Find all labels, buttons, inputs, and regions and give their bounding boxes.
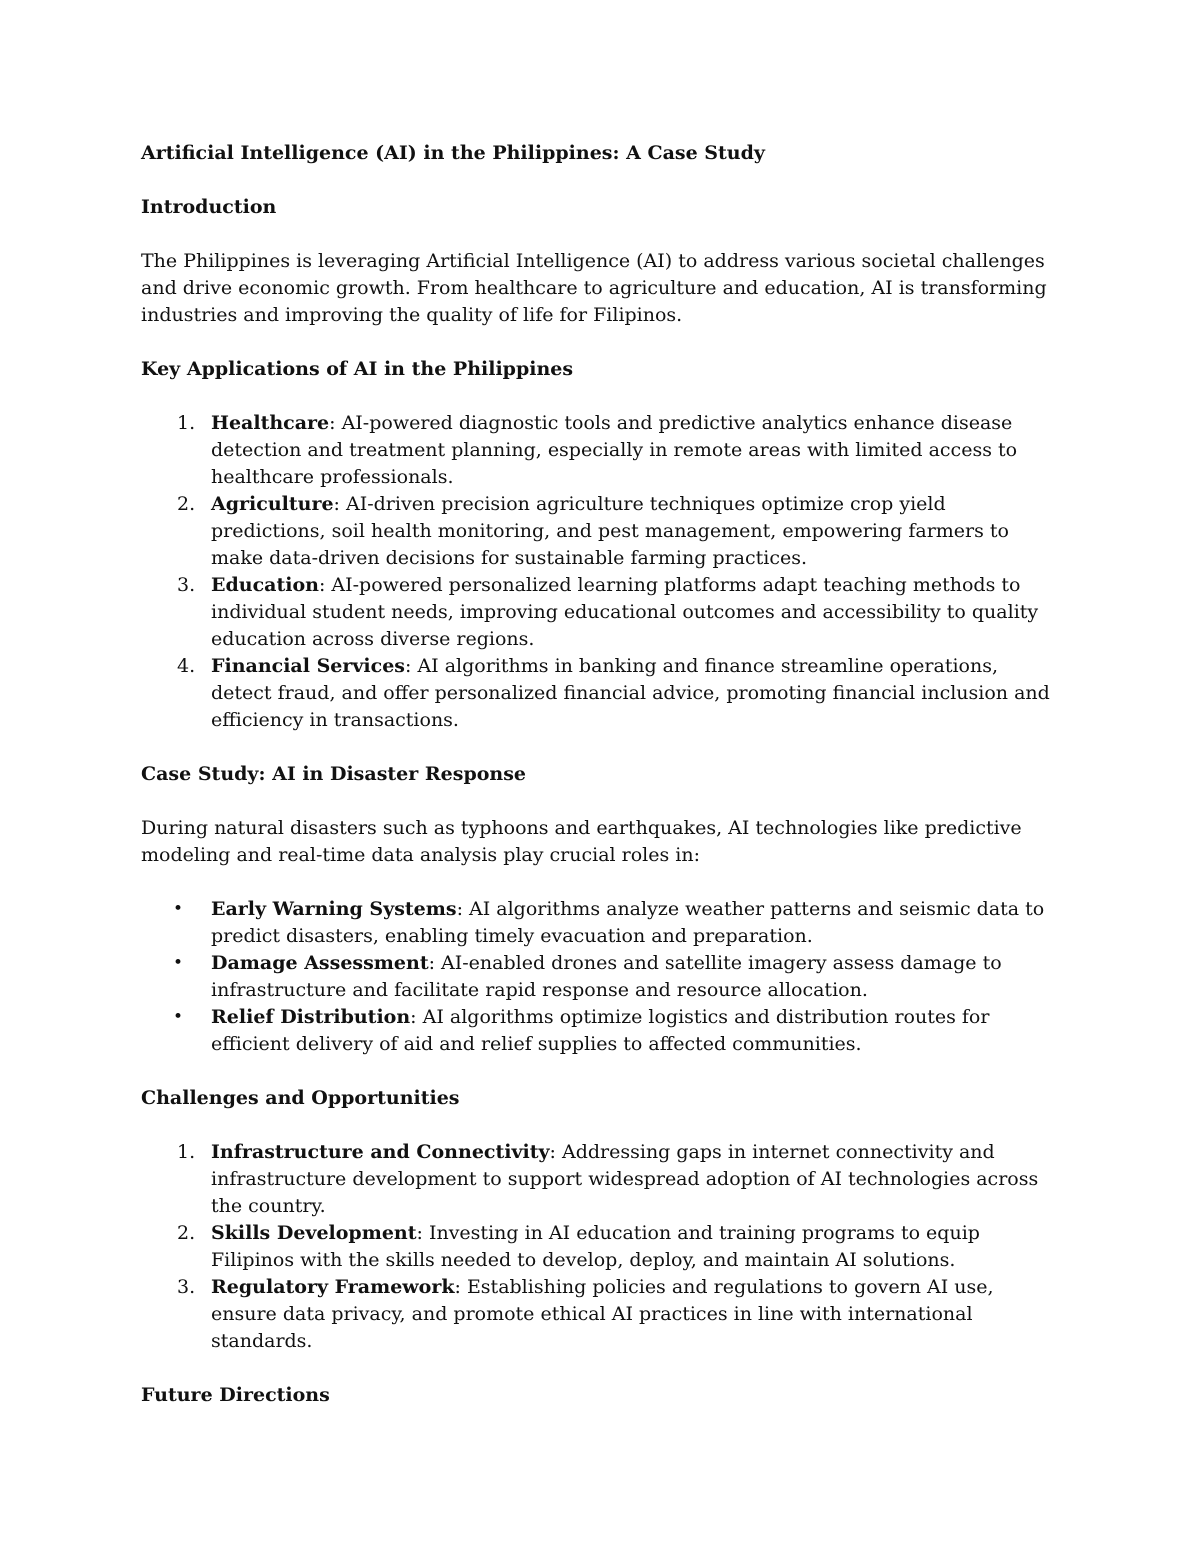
case-study-heading: Case Study: AI in Disaster Response: [141, 763, 527, 785]
list-item: [141, 950, 1061, 1004]
item-term: Financial Services: [211, 655, 406, 677]
item-text: : AI-powered personalized learning platforms adapt teaching methods to individual student needs, improving educational outcomes and accessibility to quality education across diverse regions.: [211, 574, 1039, 650]
list-item: [141, 410, 1061, 491]
bullet-marker: •: [173, 953, 184, 973]
key-applications-list: [141, 410, 1061, 734]
future-directions-heading: Future Directions: [141, 1384, 330, 1406]
item-term: Regulatory Framework: [211, 1276, 455, 1298]
item-term: Infrastructure and Connectivity: [211, 1141, 550, 1163]
list-marker: 4.: [177, 655, 196, 677]
challenges-heading: Challenges and Opportunities: [141, 1087, 460, 1109]
challenges-list: [141, 1139, 1061, 1355]
list-marker: 3.: [177, 1276, 196, 1298]
item-term: Healthcare: [211, 412, 330, 434]
item-term: Early Warning Systems: [211, 898, 457, 920]
document-page: [141, 140, 1061, 1409]
list-item: [141, 1274, 1061, 1355]
item-text: : AI-driven precision agriculture techniques optimize crop yield predictions, soil health monitoring, and pest management, empowering farmers to make data-driven decisions for sustainable farming practices.: [211, 493, 1009, 569]
list-marker: 1.: [177, 412, 196, 434]
list-marker: 1.: [177, 1141, 196, 1163]
list-item: [141, 653, 1061, 734]
item-term: Damage Assessment: [211, 952, 429, 974]
key-applications-heading: Key Applications of AI in the Philippines: [141, 358, 574, 380]
list-marker: 3.: [177, 574, 196, 596]
item-term: Relief Distribution: [211, 1006, 411, 1028]
item-text: : Investing in AI education and training programs to equip Filipinos with the skills needed to develop, deploy, and maintain AI solutions.: [211, 1222, 980, 1271]
item-text: : Addressing gaps in internet connectivity and infrastructure development to support widespread adoption of AI technologies across the country.: [211, 1141, 1039, 1217]
item-term: Education: [211, 574, 319, 596]
item-text: : AI-powered diagnostic tools and predictive analytics enhance disease detection and treatment planning, especially in remote areas with limited access to healthcare professionals.: [211, 412, 1018, 488]
introduction-heading: Introduction: [141, 196, 277, 218]
document-title: Artificial Intelligence (AI) in the Philippines: A Case Study: [141, 142, 765, 164]
bullet-marker: •: [173, 1007, 184, 1027]
list-item: [141, 491, 1061, 572]
case-study-paragraph: During natural disasters such as typhoons and earthquakes, AI technologies like predictive modeling and real-time data analysis play crucial roles in:: [141, 817, 1022, 866]
list-marker: 2.: [177, 1222, 196, 1244]
list-item: [141, 1220, 1061, 1274]
list-item: [141, 1139, 1061, 1220]
introduction-paragraph: The Philippines is leveraging Artificial Intelligence (AI) to address various societal challenges and drive economic growth. From healthcare to agriculture and education, AI is transforming industries and improving the quality of life for Filipinos.: [141, 250, 1047, 326]
item-text: : AI algorithms in banking and finance streamline operations, detect fraud, and offer personalized financial advice, promoting financial inclusion and efficiency in transactions.: [211, 655, 1050, 731]
item-term: Agriculture: [211, 493, 334, 515]
item-text: : Establishing policies and regulations to govern AI use, ensure data privacy, and promote ethical AI practices in line with international standards.: [211, 1276, 994, 1352]
item-text: : AI algorithms analyze weather patterns and seismic data to predict disasters, enabling timely evacuation and preparation.: [211, 898, 1045, 947]
bullet-marker: •: [173, 899, 184, 919]
item-text: : AI-enabled drones and satellite imagery assess damage to infrastructure and facilitate rapid response and resource allocation.: [211, 952, 1002, 1001]
case-study-list: [141, 896, 1061, 1058]
list-item: [141, 1004, 1061, 1058]
list-item: [141, 896, 1061, 950]
item-text: : AI algorithms optimize logistics and distribution routes for efficient delivery of aid and relief supplies to affected communities.: [211, 1006, 990, 1055]
item-term: Skills Development: [211, 1222, 417, 1244]
list-marker: 2.: [177, 493, 196, 515]
list-item: [141, 572, 1061, 653]
